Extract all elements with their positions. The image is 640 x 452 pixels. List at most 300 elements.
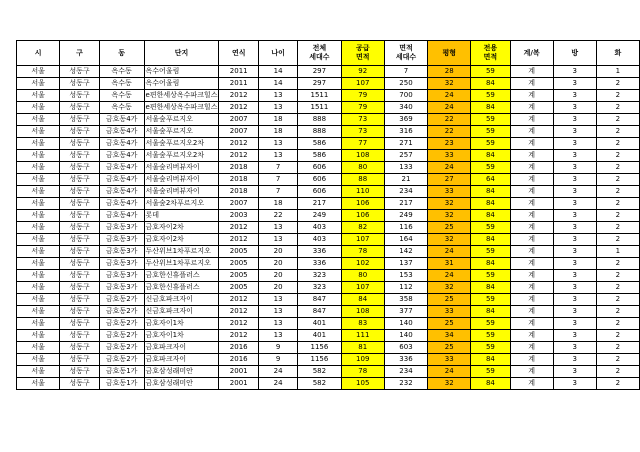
table-cell: 3 [553,162,596,174]
table-cell: 3 [553,210,596,222]
table-cell: 2012 [219,102,258,114]
table-cell: 84 [471,354,510,366]
table-cell: 옥수동 [99,78,144,90]
table-cell: 서울 [17,270,60,282]
table-cell: 금호동3가 [99,282,144,294]
table-cell: 84 [471,258,510,270]
table-cell: 성동구 [60,318,100,330]
table-cell: 25 [428,318,471,330]
table-cell: 서울 [17,330,60,342]
table-cell: 73 [341,114,384,126]
table-cell: 2012 [219,90,258,102]
table-cell: 2011 [219,66,258,78]
table-cell: 137 [384,258,427,270]
table-cell: 금호동3가 [99,222,144,234]
table-cell: 403 [298,234,341,246]
table-cell: 서울 [17,282,60,294]
table-cell: 옥수동 [99,102,144,114]
table-cell: 금호동4가 [99,198,144,210]
table-cell: 3 [553,282,596,294]
table-cell: 서울 [17,378,60,390]
table-cell: 142 [384,246,427,258]
table-cell: 59 [471,330,510,342]
table-cell: 계 [510,78,553,90]
table-cell: 금호동4가 [99,174,144,186]
table-cell: 105 [341,378,384,390]
table-cell: 서울숲2차푸르지오 [144,198,219,210]
table-cell: 401 [298,330,341,342]
table-cell: 59 [471,366,510,378]
table-cell: 24 [428,366,471,378]
table-cell: 7 [258,186,297,198]
table-row [17,174,640,186]
table-cell: 3 [553,186,596,198]
table-cell: 24 [428,90,471,102]
table-cell: 20 [258,270,297,282]
table-cell: 2 [596,306,639,318]
column-header: 방 [553,41,596,66]
table-cell: 32 [428,378,471,390]
table-row [17,90,640,102]
table-cell: 두산위브1차푸르지오 [144,258,219,270]
table-cell: 586 [298,138,341,150]
table-cell: 59 [471,162,510,174]
table-row [17,318,640,330]
table-cell: 257 [384,150,427,162]
table-cell: 서울 [17,90,60,102]
table-cell: 271 [384,138,427,150]
table-cell: 59 [471,66,510,78]
table-cell: 3 [553,342,596,354]
table-cell: 성동구 [60,174,100,186]
table-cell: 24 [258,366,297,378]
table-cell: 성동구 [60,114,100,126]
table-cell: 성동구 [60,78,100,90]
table-cell: 59 [471,342,510,354]
column-header: 면적 세대수 [384,41,427,66]
table-cell: 888 [298,126,341,138]
table-cell: 108 [341,306,384,318]
table-cell: 3 [553,306,596,318]
table-cell: 2 [596,114,639,126]
table-cell: 서울 [17,138,60,150]
column-header: 동 [99,41,144,66]
table-cell: 계 [510,66,553,78]
table-cell: 13 [258,294,297,306]
table-cell: 32 [428,234,471,246]
column-header: 전용 면적 [471,41,510,66]
table-cell: 2 [596,90,639,102]
table-cell: 계 [510,366,553,378]
table-cell: 계 [510,258,553,270]
table-cell: 3 [553,138,596,150]
table-cell: 13 [258,138,297,150]
table-cell: 79 [341,102,384,114]
table-cell: 403 [298,222,341,234]
table-cell: 81 [341,342,384,354]
table-cell: 84 [471,282,510,294]
table-cell: 84 [471,306,510,318]
table-cell: 13 [258,330,297,342]
table-cell: 성동구 [60,210,100,222]
table-cell: 84 [471,150,510,162]
table-cell: 성동구 [60,150,100,162]
table-cell: 84 [471,210,510,222]
table-cell: 249 [298,210,341,222]
table-cell: 서울 [17,354,60,366]
table-cell: 금호동2가 [99,330,144,342]
table-cell: 옥수동 [99,90,144,102]
table-cell: 3 [553,102,596,114]
table-cell: 84 [471,78,510,90]
table-cell: 계 [510,222,553,234]
table-cell: 서울 [17,186,60,198]
table-cell: 2 [596,366,639,378]
table-cell: 24 [428,270,471,282]
table-cell: 금호자이2차 [144,234,219,246]
table-cell: 금호동4가 [99,186,144,198]
table-cell: 112 [384,282,427,294]
table-cell: 28 [428,66,471,78]
table-row [17,210,640,222]
table-cell: 서울 [17,210,60,222]
table-cell: 109 [341,354,384,366]
table-cell: 성동구 [60,378,100,390]
column-header: 구 [60,41,100,66]
table-cell: 2 [596,198,639,210]
table-cell: 14 [258,78,297,90]
table-cell: 2011 [219,78,258,90]
table-row [17,78,640,90]
table-cell: 성동구 [60,234,100,246]
table-cell: 2001 [219,378,258,390]
table-cell: 217 [384,198,427,210]
column-header: 시 [17,41,60,66]
table-cell: e편한세상옥수파크힐스 [144,90,219,102]
table-cell: 7 [384,66,427,78]
table-cell: 2 [596,210,639,222]
table-cell: 23 [428,138,471,150]
table-cell: 73 [341,126,384,138]
table-cell: 34 [428,330,471,342]
table-cell: 금호파크자이 [144,354,219,366]
table-cell: 2016 [219,342,258,354]
header-row [17,41,640,66]
table-cell: 2012 [219,138,258,150]
table-cell: 80 [341,162,384,174]
table-cell: 성동구 [60,342,100,354]
table-cell: 1 [596,66,639,78]
table-cell: 옥수어울림 [144,78,219,90]
table-cell: 금호삼성래미안 [144,366,219,378]
table-cell: 계 [510,342,553,354]
table-cell: 계 [510,102,553,114]
column-header: 계/복 [510,41,553,66]
table-cell: 계 [510,282,553,294]
table-cell: 13 [258,102,297,114]
table-cell: 107 [341,78,384,90]
table-cell: 성동구 [60,66,100,78]
column-header: 화 [596,41,639,66]
table-cell: 13 [258,318,297,330]
table-cell: 3 [553,198,596,210]
table-cell: 서울 [17,114,60,126]
table-cell: 서울숲리버뷰자이 [144,186,219,198]
column-header: 연식 [219,41,258,66]
table-cell: 606 [298,186,341,198]
table-cell: 계 [510,174,553,186]
table-cell: 164 [384,234,427,246]
table-cell: 2012 [219,318,258,330]
table-cell: 금호동4가 [99,126,144,138]
table-cell: 성동구 [60,198,100,210]
table-cell: 111 [341,330,384,342]
table-cell: 3 [553,78,596,90]
table-cell: 340 [384,102,427,114]
table-cell: 7 [258,162,297,174]
table-cell: 서울숲리버뷰자이 [144,174,219,186]
table-cell: 323 [298,270,341,282]
table-cell: 2 [596,186,639,198]
table-cell: 59 [471,90,510,102]
table-cell: 59 [471,126,510,138]
table-cell: 2 [596,354,639,366]
table-cell: 금호동2가 [99,318,144,330]
table-cell: 22 [428,114,471,126]
table-cell: 24 [428,162,471,174]
table-cell: 계 [510,246,553,258]
table-cell: 79 [341,90,384,102]
table-cell: 9 [258,342,297,354]
table-cell: 3 [553,354,596,366]
column-header: 평형 [428,41,471,66]
table-cell: 금호동2가 [99,306,144,318]
table-cell: 2005 [219,282,258,294]
table-cell: 32 [428,210,471,222]
table-cell: 3 [553,150,596,162]
table-cell: 신금호파크자이 [144,294,219,306]
table-cell: 금호동2가 [99,294,144,306]
table-row [17,354,640,366]
table-cell: 옥수어울림 [144,66,219,78]
table-cell: 33 [428,150,471,162]
table-cell: 77 [341,138,384,150]
column-header: 전체 세대수 [298,41,341,66]
table-cell: 3 [553,258,596,270]
table-cell: 250 [384,78,427,90]
table-cell: 84 [471,102,510,114]
column-header: 나이 [258,41,297,66]
table-cell: 3 [553,366,596,378]
table-cell: 582 [298,366,341,378]
table-cell: 금호동3가 [99,234,144,246]
table-cell: 13 [258,90,297,102]
table-row [17,306,640,318]
table-cell: 성동구 [60,222,100,234]
table-cell: 234 [384,186,427,198]
table-cell: 297 [298,66,341,78]
table-cell: 107 [341,282,384,294]
table-row [17,342,640,354]
table-cell: 금호동4가 [99,210,144,222]
table-cell: 110 [341,186,384,198]
table-cell: 성동구 [60,366,100,378]
table-cell: 계 [510,186,553,198]
table-cell: 1511 [298,102,341,114]
table-cell: 3 [553,318,596,330]
table-cell: 성동구 [60,246,100,258]
table-cell: 옥수동 [99,66,144,78]
table-cell: 성동구 [60,282,100,294]
table-cell: 금호동2가 [99,342,144,354]
table-cell: e편한세상옥수파크힐스 [144,102,219,114]
table-cell: 2 [596,330,639,342]
table-cell: 계 [510,126,553,138]
table-cell: 서울 [17,366,60,378]
table-cell: 2 [596,342,639,354]
table-cell: 88 [341,174,384,186]
table-cell: 59 [471,222,510,234]
table-cell: 1156 [298,342,341,354]
table-cell: 2007 [219,198,258,210]
table-cell: 249 [384,210,427,222]
table-cell: 성동구 [60,162,100,174]
table-cell: 2018 [219,162,258,174]
table-cell: 서울 [17,294,60,306]
table-cell: 성동구 [60,270,100,282]
table-cell: 성동구 [60,306,100,318]
table-cell: 336 [298,258,341,270]
table-cell: 13 [258,306,297,318]
apartment-data-table [16,40,640,390]
table-cell: 586 [298,150,341,162]
table-cell: 336 [384,354,427,366]
table-cell: 2016 [219,354,258,366]
table-cell: 3 [553,294,596,306]
table-cell: 3 [553,114,596,126]
table-cell: 2007 [219,114,258,126]
table-cell: 2 [596,222,639,234]
table-cell: 금호동4가 [99,150,144,162]
table-cell: 59 [471,246,510,258]
table-cell: 성동구 [60,90,100,102]
table-cell: 153 [384,270,427,282]
table-cell: 24 [428,246,471,258]
table-cell: 2007 [219,126,258,138]
table-cell: 금호자이1차 [144,318,219,330]
table-cell: 2 [596,150,639,162]
table-cell: 2 [596,258,639,270]
table-cell: 84 [341,294,384,306]
table-cell: 2012 [219,234,258,246]
table-cell: 32 [428,282,471,294]
table-cell: 금호동4가 [99,162,144,174]
table-cell: 신금호파크자이 [144,306,219,318]
table-cell: 336 [298,246,341,258]
table-cell: 서울 [17,318,60,330]
table-cell: 18 [258,198,297,210]
table-cell: 140 [384,330,427,342]
table-cell: 9 [258,354,297,366]
table-cell: 107 [341,234,384,246]
table-cell: 계 [510,270,553,282]
table-cell: 성동구 [60,258,100,270]
table-cell: 계 [510,138,553,150]
table-cell: 2012 [219,222,258,234]
table-cell: 계 [510,198,553,210]
table-cell: 계 [510,354,553,366]
table-cell: 서울 [17,126,60,138]
table-cell: 성동구 [60,138,100,150]
table-cell: 64 [471,174,510,186]
table-cell: 20 [258,246,297,258]
table-cell: 금호동2가 [99,354,144,366]
table-cell: 401 [298,318,341,330]
table-cell: 성동구 [60,294,100,306]
table-cell: 31 [428,258,471,270]
table-cell: 21 [384,174,427,186]
table-cell: 계 [510,90,553,102]
table-row [17,114,640,126]
table-cell: 24 [258,378,297,390]
table-cell: 13 [258,234,297,246]
table-cell: 25 [428,294,471,306]
table-cell: 롯데 [144,210,219,222]
table-cell: 2 [596,102,639,114]
table-row [17,258,640,270]
table-cell: 서울 [17,150,60,162]
table-cell: 서울 [17,174,60,186]
table-cell: 33 [428,186,471,198]
table-cell: 계 [510,306,553,318]
table-cell: 서울 [17,78,60,90]
table-row [17,102,640,114]
table-cell: 1 [596,246,639,258]
table-cell: 2001 [219,366,258,378]
table-cell: 20 [258,258,297,270]
table-cell: 금호동3가 [99,246,144,258]
column-header: 공급 면적 [341,41,384,66]
table-cell: 서울 [17,162,60,174]
table-cell: 금호동3가 [99,258,144,270]
table-cell: 33 [428,306,471,318]
table-row [17,246,640,258]
table-cell: 80 [341,270,384,282]
table-row [17,66,640,78]
table-row [17,330,640,342]
table-cell: 316 [384,126,427,138]
table-cell: 84 [471,186,510,198]
table-cell: 83 [341,318,384,330]
table-cell: 1156 [298,354,341,366]
table-cell: 7 [258,174,297,186]
table-cell: 582 [298,378,341,390]
table-cell: 3 [553,174,596,186]
table-row [17,126,640,138]
table-cell: 13 [258,222,297,234]
table-cell: 3 [553,222,596,234]
table-cell: 성동구 [60,126,100,138]
table-cell: 32 [428,198,471,210]
table-cell: 계 [510,162,553,174]
table-cell: 성동구 [60,102,100,114]
table-cell: 27 [428,174,471,186]
table-row [17,186,640,198]
table-cell: 3 [553,126,596,138]
table-cell: 금호동1가 [99,378,144,390]
table-row [17,270,640,282]
table-cell: 888 [298,114,341,126]
